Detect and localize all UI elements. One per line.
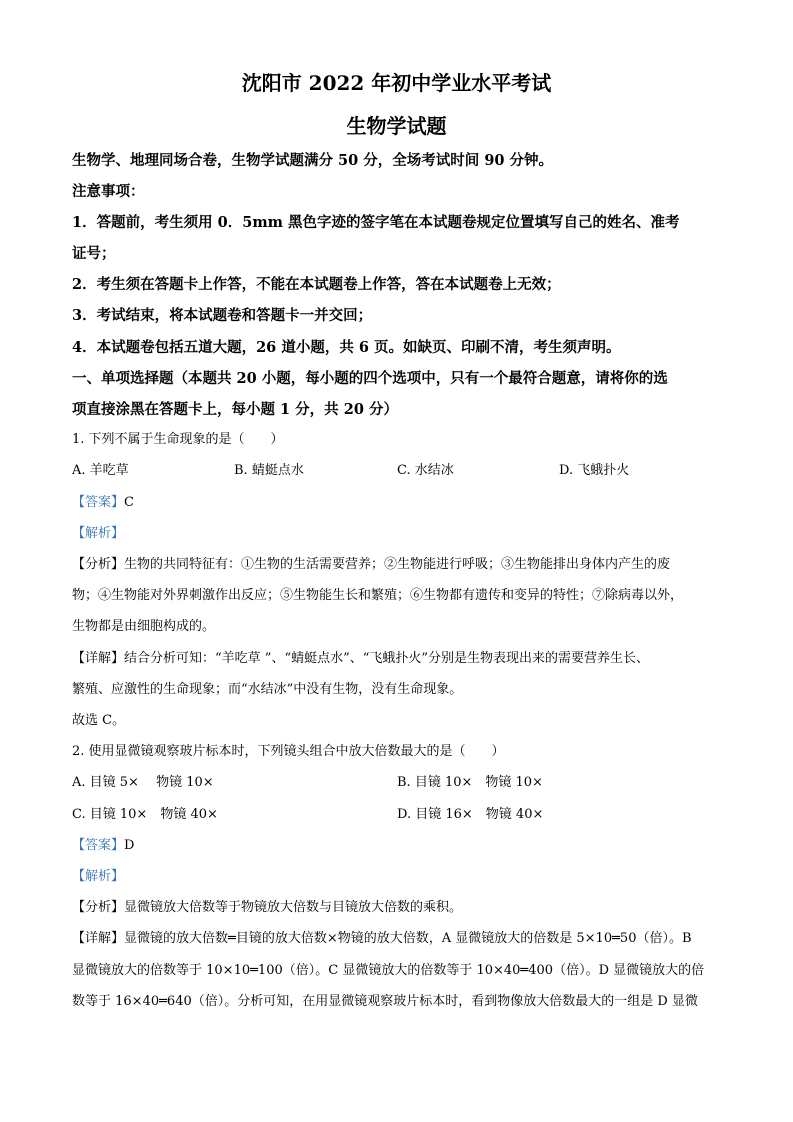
q2-xiangjie-2: 显微镜放大的倍数等于 10×10═100（倍）。C 显微镜放大的倍数等于 10×40═400（倍）。D 显微镜放大的倍 — [72, 963, 705, 978]
analysis-tag: 【解析】 — [72, 526, 125, 541]
answer-tag: 【答案】 — [72, 838, 125, 853]
q2-xiangjie-1 — [72, 930, 692, 948]
notice-item-2: 2．考生须在答题卡上作答，不能在本试题卷上作答，答在本试题卷上无效； — [72, 276, 561, 293]
q2-answer — [72, 837, 134, 855]
exam-title: 沈阳市 2022 年初中学业水平考试 — [241, 71, 552, 95]
q1-stem: 1. 下列不属于生命现象的是（ ） — [72, 432, 284, 447]
q1-analysis-tag — [72, 525, 124, 543]
q1-fenxi-2: 物；④生物能对外界刺激作出反应；⑤生物能生长和繁殖；⑥生物都有遗传和变异的特性；⑦除病毒以外， — [72, 588, 684, 603]
xiangjie-text: 显微镜的放大倍数═目镜的放大倍数×物镜的放大倍数，A 显微镜放大的倍数是 5×10═50（倍）。B — [124, 931, 692, 946]
section-heading-a: 一、单项选择题（本题共 20 小题，每小题的四个选项中，只有一个最符合题意，请将你的选 — [72, 370, 668, 387]
notice-item-3: 3．考试结束，将本试题卷和答题卡一并交回； — [72, 307, 373, 324]
notice-heading: 注意事项： — [72, 183, 145, 200]
notice-item-4: 4．本试题卷包括五道大题，26 道小题，共 6 页。如缺页、印刷不清，考生须声明。 — [72, 339, 621, 356]
exam-subtitle: 生物学试题 — [346, 114, 447, 138]
q1-option-d: D. 飞蛾扑火 — [559, 463, 630, 478]
q2-option-c: C. 目镜 10× 物镜 40× — [72, 807, 218, 822]
q2-option-b: B. 目镜 10× 物镜 10× — [397, 775, 543, 790]
q1-fenxi-1 — [72, 556, 670, 574]
answer-tag: 【答案】 — [72, 495, 125, 510]
fenxi-text: 显微镜放大倍数等于物镜放大倍数与目镜放大倍数的乘积。 — [124, 900, 463, 915]
q1-conclusion: 故选 C。 — [72, 713, 126, 728]
q1-option-a: A. 羊吃草 — [72, 463, 129, 478]
q2-xiangjie-3: 数等于 16×40═640（倍）。分析可知，在用显微镜观察玻片标本时，看到物像放大倍数最大的一组是 D 显微 — [72, 994, 698, 1009]
fenxi-text: 生物的共同特征有：①生物的生活需要营养；②生物能进行呼吸；③生物能排出身体内产生的废 — [124, 557, 671, 572]
xiangjie-tag: 【详解】 — [72, 931, 125, 946]
intro-line: 生物学、地理同场合卷，生物学试题满分 50 分，全场考试时间 90 分钟。 — [72, 152, 554, 169]
fenxi-tag: 【分析】 — [72, 557, 125, 572]
xiangjie-text: 结合分析可知：“羊吃草 ”、“蜻蜓点水”、“飞蛾扑火”分别是生物表现出来的需要营养生长、 — [124, 651, 650, 666]
q1-answer — [72, 494, 134, 512]
xiangjie-tag: 【详解】 — [72, 651, 125, 666]
q1-xiangjie-1 — [72, 650, 649, 668]
section-heading-b: 项直接涂黑在答题卡上，每小题 1 分，共 20 分） — [72, 401, 398, 418]
q2-analysis-tag — [72, 868, 124, 886]
q1-option-b: B. 蜻蜓点水 — [234, 463, 304, 478]
analysis-tag: 【解析】 — [72, 869, 125, 884]
q1-option-c: C. 水结冰 — [397, 463, 454, 478]
q1-xiangjie-2: 繁殖、应激性的生命现象；而“水结冰”中没有生物，没有生命现象。 — [72, 682, 463, 697]
q2-fenxi-1 — [72, 899, 462, 917]
q2-stem: 2. 使用显微镜观察玻片标本时，下列镜头组合中放大倍数最大的是（ ） — [72, 744, 505, 759]
q2-option-d: D. 目镜 16× 物镜 40× — [397, 807, 544, 822]
answer-value: D — [124, 838, 135, 853]
q1-fenxi-3: 生物都是由细胞构成的。 — [72, 619, 216, 634]
fenxi-tag: 【分析】 — [72, 900, 125, 915]
notice-item-1a: 1．答题前，考生须用 0．5mm 黑色字迹的签字笔在本试题卷规定位置填写自己的姓名、准考 — [72, 214, 680, 231]
q2-option-a: A. 目镜 5× 物镜 10× — [72, 775, 214, 790]
answer-value: C — [124, 495, 134, 510]
notice-item-1b: 证号； — [72, 245, 116, 262]
